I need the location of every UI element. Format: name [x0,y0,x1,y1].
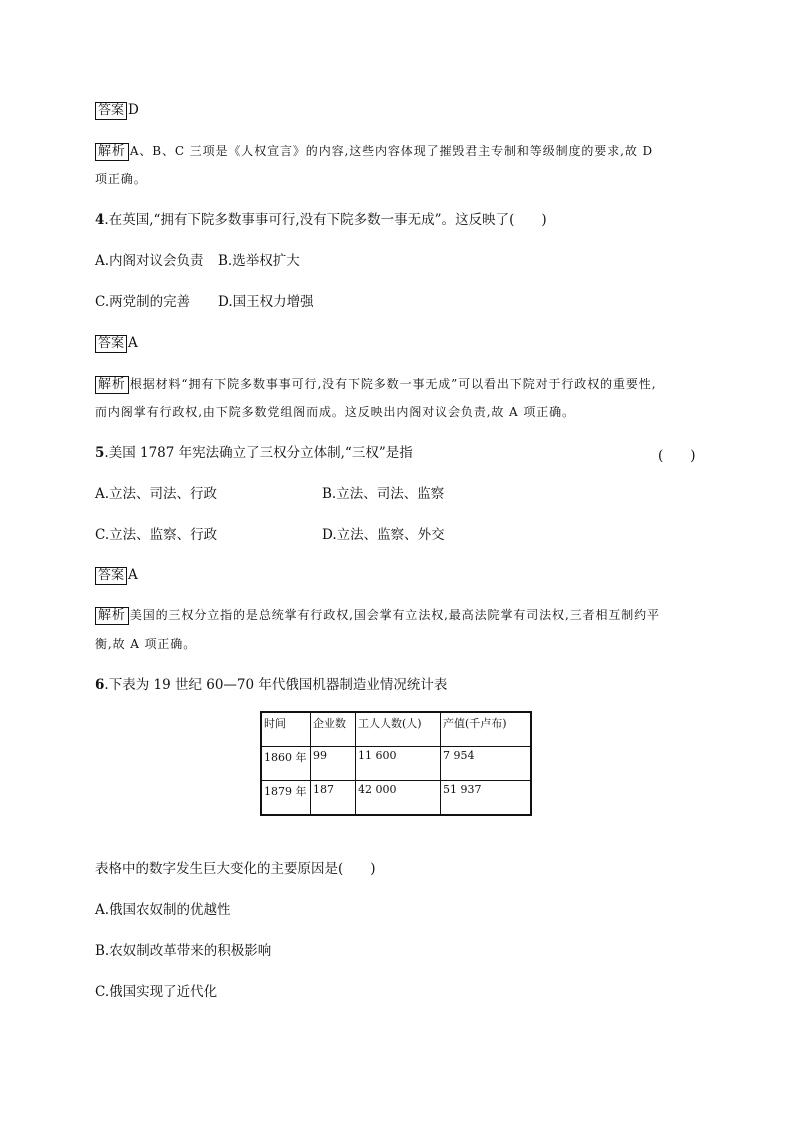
explanation-label: 解析 [95,143,129,161]
table-header-row [261,712,531,747]
question-text: .在英国,“拥有下院多数事事可行,没有下院多数一事无成”。这反映了( ) [104,212,547,228]
q4-explanation-line1 [95,375,656,394]
table-cell: 99 [311,747,356,781]
q6-option-c: C.俄国实现了近代化 [95,984,218,1000]
answer-value: A [128,335,138,351]
table-header-cell: 产值(千卢布) [441,712,532,747]
answer-label: 答案 [95,102,127,120]
answer-label: 答案 [95,335,127,353]
question-number: 6 [95,677,105,693]
table-cell: 11 600 [356,747,441,781]
q5-explanation-line1 [95,606,660,625]
q5-option-d: D.立法、监察、外交 [322,527,445,543]
q6-option-a: A.俄国农奴制的优越性 [95,902,231,918]
q3-answer [95,101,139,120]
table-cell: 187 [311,781,356,816]
table-cell: 7 954 [441,747,532,781]
question-number: 4 [95,212,105,228]
explanation-text: 根据材料“拥有下院多数事事可行,没有下院多数一事无成”可以看出下院对于行政权的重要性, [129,377,657,391]
q6-question: 表格中的数字发生巨大变化的主要原因是( ) [95,861,376,877]
q5-option-a: A.立法、司法、行政 [95,486,218,502]
table-header-cell: 工人人数(人) [356,712,441,747]
q4-option-a: A.内阁对议会负责 [95,253,204,269]
q5-option-c: C.立法、监察、行政 [95,527,218,543]
table-cell: 1860 年 [261,747,311,781]
q4-option-b: B.选举权扩大 [218,253,300,269]
q6-stem [95,676,447,694]
q4-stem [95,211,547,229]
explanation-text: A、B、C 三项是《人权宣言》的内容,这些内容体现了摧毁君主专制和等级制度的要求,故 D [129,144,653,158]
q3-explanation-line1 [95,142,653,161]
answer-label: 答案 [95,567,127,585]
q5-answer-paren: ( ) [658,448,696,464]
q3-explanation-line2: 项正确。 [95,172,147,186]
explanation-label: 解析 [95,607,129,625]
q4-explanation-line2: 而内阁掌有行政权,由下院多数党组阁而成。这反映出内阁对议会负责,故 A 项正确。 [95,405,575,419]
table-cell: 42 000 [356,781,441,816]
question-text: .美国 1787 年宪法确立了三权分立体制,“三权”是指 [104,445,413,461]
answer-value: A [128,567,138,583]
question-text: .下表为 19 世纪 60—70 年代俄国机器制造业情况统计表 [104,677,448,693]
explanation-label: 解析 [95,376,129,394]
q5-stem [95,444,413,462]
statistics-table [260,711,532,816]
q6-option-b: B.农奴制改革带来的积极影响 [95,943,272,959]
question-number: 5 [95,445,105,461]
table-row [261,747,531,781]
table-cell: 51 937 [441,781,532,816]
q4-option-d: D.国王权力增强 [218,294,314,310]
q5-explanation-line2: 衡,故 A 项正确。 [95,637,197,651]
table-header-cell: 企业数 [311,712,356,747]
q5-option-b: B.立法、司法、监察 [322,486,445,502]
table-row [261,781,531,816]
table-cell: 1879 年 [261,781,311,816]
table-header-cell: 时间 [261,712,311,747]
q4-option-c: C.两党制的完善 [95,294,191,310]
explanation-text: 美国的三权分立指的是总统掌有行政权,国会掌有立法权,最高法院掌有司法权,三者相互制约平 [129,608,660,622]
answer-value: D [128,102,139,118]
q5-answer [95,566,138,585]
q4-answer [95,334,138,353]
